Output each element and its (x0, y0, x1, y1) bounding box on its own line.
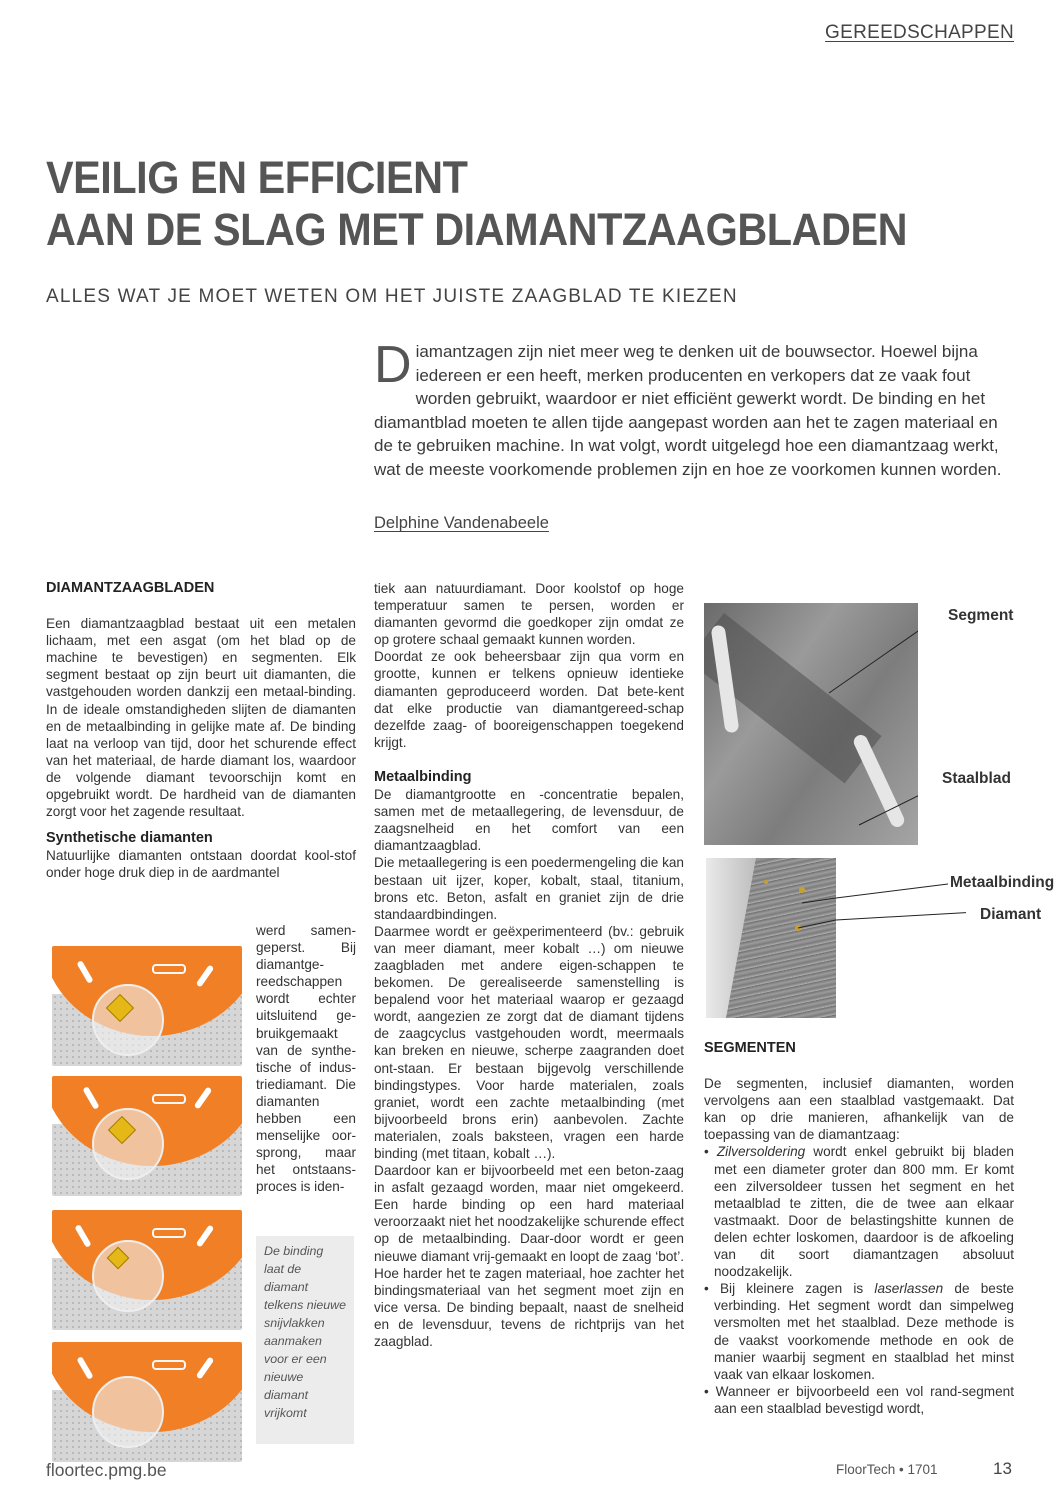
intro-text: iamantzagen zijn niet meer weg te denken uit de bouwsector. Hoewel bijna iedereen er een heeft, merken producenten en verkopers dat ze vaak fout worden gebruikt, waardoor er niet efficiënt gewerkt wordt. De binding en het diamantblad moeten te allen tijde aangepast worden aan het te zagen materiaal en de te gebruiken machine. In wat volgt, wordt uitgelegd hoe een diamantzaag werkt, wat de meeste voorkomende problemen zijn en hoe ze voorkomen kunnen worden. (374, 342, 1002, 479)
segment-closeup-photo (706, 858, 836, 1018)
saw-illustration-2 (52, 1076, 242, 1196)
paragraph: tiek aan natuurdiamant. Door koolstof op hoge temperatuur samen te persen, worden er diamanten gevormd die goedkoper zijn omdat ze op grotere schaal gemaakt kunnen worden. (374, 581, 684, 648)
emphasis: Zilversoldering (716, 1144, 806, 1160)
wrapped-text: werd samen-geperst. Bij diamantge-reedschappen wordt echter uitsluitend ge-bruikgemaakt van de synthe-tische of indus-triediamant. Die diamanten hebben een menselijke oor-sprong, maar het ontstaans-proces is iden- (256, 923, 356, 1195)
label-staalblad: Staalblad (942, 770, 1011, 787)
saw-illustration-4 (52, 1342, 242, 1462)
column-3 (704, 1040, 1014, 1417)
label-segment: Segment (948, 607, 1014, 624)
page-subtitle: ALLES WAT JE MOET WETEN OM HET JUISTE ZAAGBLAD TE KIEZEN (46, 286, 738, 307)
saw-illustration-1 (52, 946, 242, 1066)
section-tag[interactable]: GEREEDSCHAPPEN (825, 22, 1014, 43)
list-item: • Zilversoldering wordt enkel gebruikt bij bladen met een diameter groter dan 800 mm. Er komt een zilversoldeer tussen het segment en het metaalblad te zitten, die de twee aan elkaar vastmaakt. Door de belastingshitte kunnen de delen echter loskomen, daardoor is de afkoeling van dit soort diamantzagen absoluut noodzakelijk. (704, 1144, 1014, 1280)
dropcap: D (374, 336, 412, 394)
annotation-lines (706, 858, 836, 1018)
list-item: • Wanneer er bijvoorbeeld een vol rand-segment aan een staalblad bevestigd wordt, (704, 1383, 1014, 1416)
author-link[interactable]: Delphine Vandenabeele (374, 514, 549, 532)
illustration-caption: De binding laat de diamant telkens nieuwe snijvlakken aanmaken voor er een nieuwe diamant vrijkomt (256, 1236, 354, 1444)
paragraph: De segmenten, inclusief diamanten, worden vervolgens aan een staalblad vastgemaakt. Dat kan op drie manieren, afhankelijk van de toepassing van de diamantzaag: (704, 1076, 1014, 1143)
title-line-1: VEILIG EN EFFICIENT (46, 152, 468, 203)
paragraph: Die metaallegering is een poedermengeling die kan bestaan uit ijzer, koper, kobalt, staal, titanium, brons etc. Beton, asfalt en graniet zijn de drie standaardbindingen. (374, 855, 684, 922)
intro-paragraph (374, 336, 1008, 481)
page-title (46, 152, 948, 256)
list-item: • Bij kleinere zagen is laserlassen de beste verbinding. Het segment wordt dan simpelweg versmolten met het staalblad. Deze methode is de vaakst voorkomende methode en ook de manier waarbij segment en staalblad het minst vaak van elkaar loskomen. (704, 1281, 1014, 1382)
column-1 (46, 580, 356, 882)
heading-metaalbinding: Metaalbinding (374, 768, 472, 785)
paragraph: De diamantgrootte en -concentratie bepalen, samen met de metaallegering, de levensduur, de zaagsnelheid en het comfort van een diamantzaagblad. (374, 787, 684, 854)
footer-magazine: FloorTech • 1701 (836, 1462, 938, 1477)
heading-synthetische-diamanten: Synthetische diamanten (46, 830, 213, 847)
annotation-lines (704, 603, 918, 845)
page-number: 13 (993, 1459, 1012, 1478)
heading-diamantzaagbladen: DIAMANTZAAGBLADEN (46, 580, 215, 596)
annotation-lines (836, 870, 966, 930)
emphasis: laserlassen (874, 1281, 944, 1297)
column-2 (374, 580, 684, 1350)
saw-blade-photo (704, 603, 918, 845)
saw-illustration-3 (52, 1210, 242, 1330)
label-metaalbinding: Metaalbinding (950, 874, 1055, 891)
paragraph: Doordat ze ook beheersbaar zijn qua vorm en grootte, kunnen er telkens opnieuw identieke diamanten geproduceerd worden. Dat bete-kent dat elke productie van diamantgereed-schap dezelfde zaag- of booreigenschappen toegekend krijgt. (374, 649, 684, 750)
heading-segmenten: SEGMENTEN (704, 1040, 796, 1056)
paragraph: Een diamantzaagblad bestaat uit een metalen lichaam, met een asgat (om het blad op de machine te bevestigen) en segmenten. Elk segment bestaat op zijn beurt uit diamanten, die vastgehouden worden dankzij een metaal-binding. In de ideale omstandigheden slijten de diamanten en de metaalbinding in gelijke mate af. De binding laat na verloop van tijd, door het schurende effect van het materiaal, de harde diamant los, waardoor de volgende diamant tevoorschijn komt en opgebruikt wordt. De hardheid van de diamanten zorgt voor het zagende resultaat. (46, 616, 356, 820)
label-diamant: Diamant (980, 906, 1042, 923)
paragraph: Natuurlijke diamanten ontstaan doordat kool-stof onder hoge druk diep in de aardmantel (46, 848, 356, 881)
footer-url[interactable]: floortec.pmg.be (46, 1460, 167, 1480)
title-line-2: AAN DE SLAG MET DIAMANTZAAGBLADEN (46, 204, 908, 255)
paragraph: Daardoor kan er bijvoorbeeld met een beton-zaag in asfalt gezaagd worden, maar niet omgekeerd. Een harde binding op een hard materiaal veroorzaakt niet het noodzakelijke schurende effect op de metaalbinding. Daar-door wordt er geen nieuwe diamant vrij-gemaakt en loopt de zaag ‘bot’. Hoe harder het te zagen materiaal, hoe zachter het bindingsmateriaal van het segment moet zijn en vice versa. De binding bepaalt, naast de snelheid en de levensduur, tevens de richtprijs van het zaagblad. (374, 1163, 684, 1350)
paragraph: Daarmee wordt er geëxperimenteerd (bv.: gebruik van meer diamant, meer kobalt …) om nieuwe zaagbladen met andere eigen-schappen te bekomen. De gerealiseerde samenstelling is bepalend voor het materiaal waarop er gezaagd wordt, aangezien ze zorgt dat de diamant tijdens de zaagcyclus vastgehouden wordt, meermaals kan breken en nieuwe, scherpe zaagranden doet ont-staan. Er bestaan bijgevolg verschillende bindingstypes. Voor harde materialen, zoals graniet, wordt een zachte metaalbinding (met bijvoorbeeld brons erin) aanbevolen. Zachte materialen, zoals baksteen, vragen een harde binding (met titaan, kobalt …). (374, 923, 684, 1161)
